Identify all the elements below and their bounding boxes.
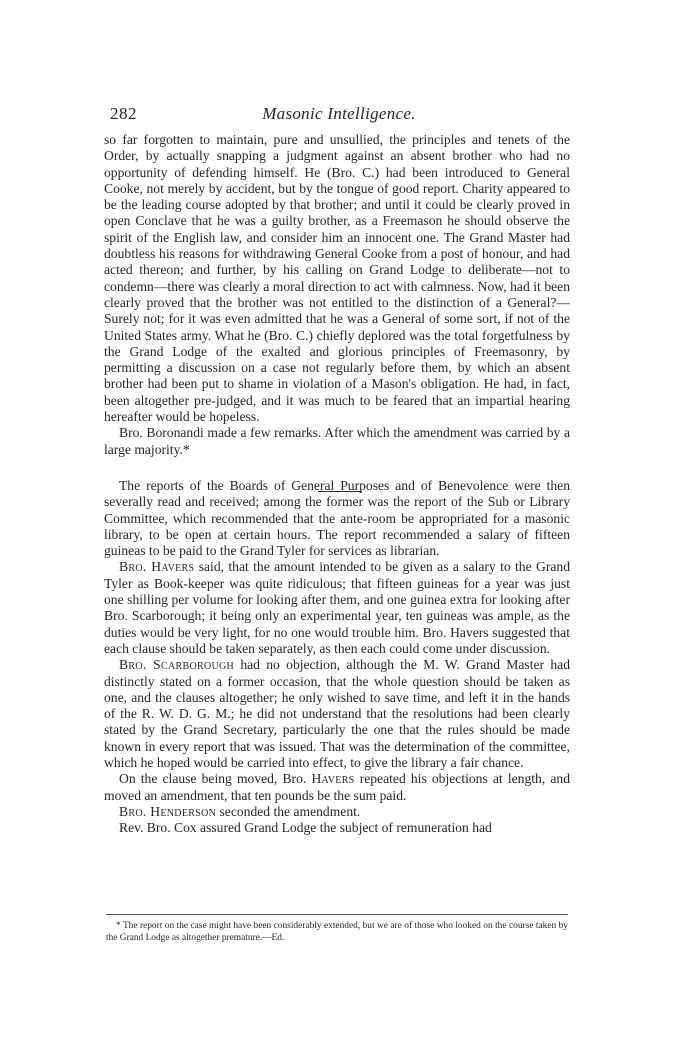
paragraph-text: repeated his objections at length, and moved an amendment, that ten pounds be the sum paid.: [104, 771, 570, 803]
paragraph-text: had no objection, although the M. W. Grand Master had distinctly stated on a former occasion, that the whole question should be taken as one, and the clauses altogether; he only wished to save time, and left it in the hands of the R. W. D. G. M.; he did not understand that the resolutions had been clearly stated by the Grand Secretary, particularly the one that the rules should be made known in every report that was issued. That was the determination of the committee, which he hoped would be carried into effect, to give the library a fair chance.: [104, 657, 570, 770]
body-text: [104, 132, 570, 836]
speaker-name: Bro. Scarborough: [119, 657, 235, 673]
footnote-rule: [106, 914, 568, 915]
paragraph-text: said, that the amount intended to be given as a salary to the Grand Tyler as Book-keeper was quite ridiculous; that fifteen guineas for a year was just one shilling per volume for looking after them, and one guinea extra for looking after Bro. Scarborough; it being only an experimental year, ten guineas was ample, as the duties would be very light, for no one would trouble him. Bro. Havers suggested that each clause should be taken separately, as then each could come under discussion.: [104, 559, 570, 656]
paragraph-boronandi: Bro. Boronandi made a few remarks. After which the amendment was carried by a large majority.*: [104, 425, 570, 457]
paragraph-continuation: so far forgotten to maintain, pure and unsullied, the principles and tenets of the Order, by actually snapping a judgment against an absent brother who had no opportunity of defending himself. He (Bro. C.) had been introduced to General Cooke, not merely by accident, but by the tongue of good report. Charity appeared to be the leading course adopted by that brother; and until it could be clearly proved in open Conclave that he was a guilty brother, as a Freemason he should observe the spirit of the English law, and consider him an innocent one. The Grand Master had doubtless his reasons for withdrawing General Cooke from a post of honour, and had acted thereon; and further, by his calling on Grand Lodge to deliberate—not to condemn—there was clearly a moral direction to act with calmness. Now, had it been clearly proved that the brother was not entitled to the distinction of a General?—Surely not; for it was even admitted that he was a General of some sort, if not of the United States army. What he (Bro. C.) chiefly deplored was the total forgetfulness by the Grand Lodge of the exalted and glorious principles of Freemasonry, by permitting a discussion on a case not regularly before them, by which an absent brother had been put to shame in violation of a Mason's obligation. He had, in fact, been altogether pre-judged, and it was much to be feared that an impartial hearing hereafter would be hopeless.: [104, 132, 570, 425]
paragraph-text: seconded the amendment.: [216, 803, 361, 819]
page-header: [110, 104, 568, 128]
paragraph-scarborough: [104, 657, 570, 771]
speaker-name: Havers: [311, 771, 355, 787]
paragraph-text: On the clause being moved, Bro.: [119, 771, 312, 787]
paragraph-henderson: [104, 804, 570, 820]
footnote: [106, 921, 568, 944]
paragraph-cox: Rev. Bro. Cox assured Grand Lodge the subject of remuneration had: [119, 820, 492, 836]
paragraph-havers: [104, 559, 570, 657]
speaker-name: Bro. Havers: [119, 559, 195, 575]
paragraph-clause-moved: [104, 771, 570, 804]
footnote-text: * The report on the case might have been considerably extended, but we are of those who looked on the course taken by the Grand Lodge as altogether premature.—Ed.: [106, 921, 568, 943]
section-divider: [318, 491, 362, 492]
page-number: 282: [110, 104, 137, 123]
speaker-name: Bro. Henderson: [119, 803, 217, 819]
paragraph-reports: The reports of the Boards of General Purposes and of Benevolence were then severally read and received; among the former was the report of the Sub or Library Committee, which recommended that the ante-room be appropriated for a masonic library, to be open at certain hours. The report recommended a salary of fifteen guineas to be paid to the Grand Tyler for services as librarian.: [104, 477, 570, 559]
running-title: Masonic Intelligence.: [262, 104, 416, 123]
